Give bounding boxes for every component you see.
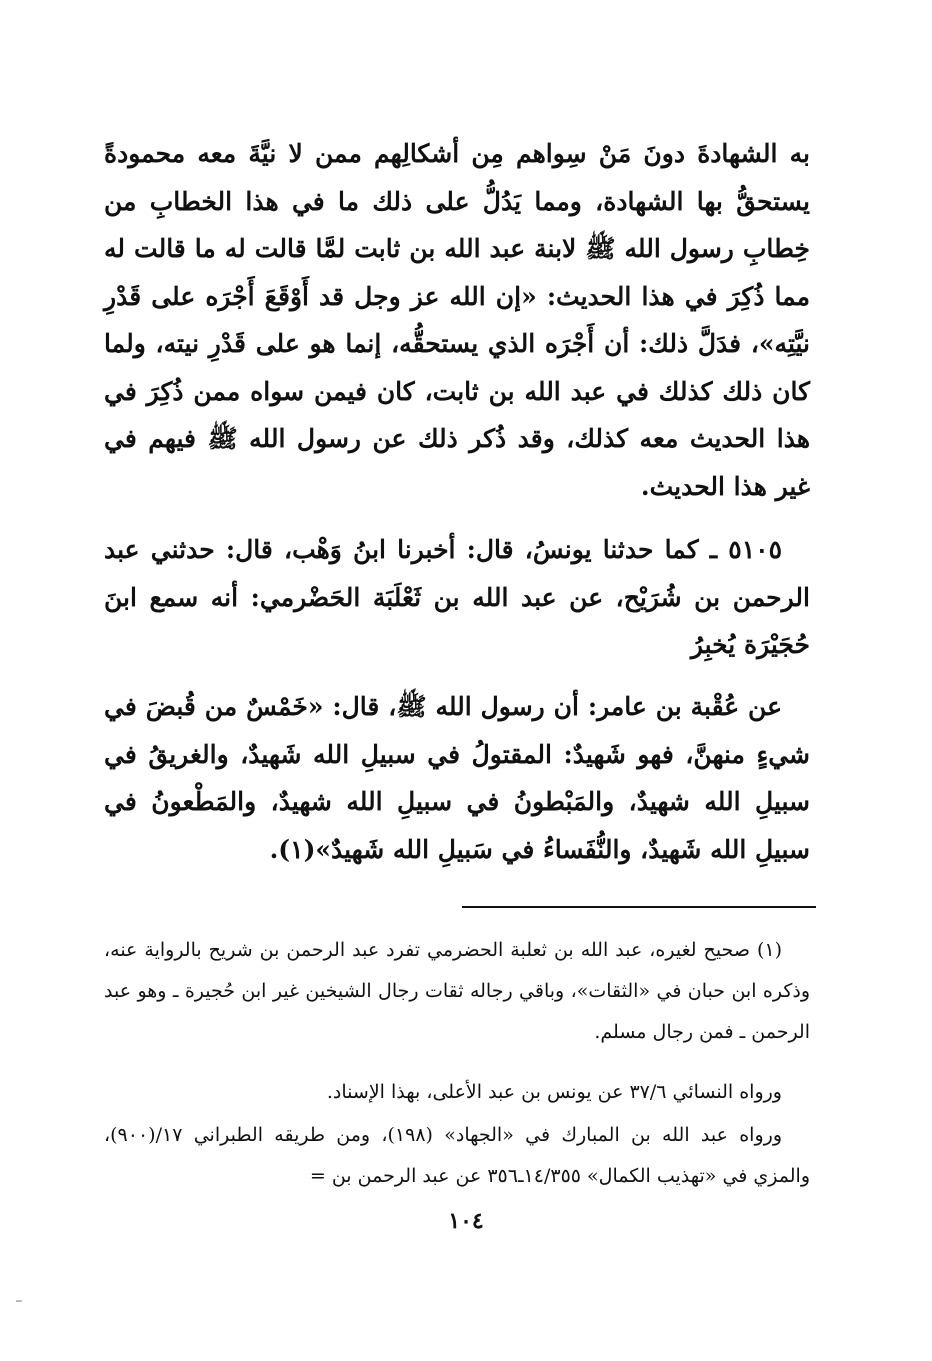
footnote-nasai: ورواه النسائي ٣٧/٦ عن يونس بن عبد الأعلى، بهذا الإسناد. <box>326 1081 782 1103</box>
hadith-text-paragraph: عن عُقْبة بن عامر: أن رسول الله ﷺ، قال: «خَمْسٌ من قُبضَ في شيءٍ منهنَّ، فهو شَهيدٌ: المقتولُ في سبيلِ الله شَهيدٌ، والغريقُ في سبيلِ الله شهيدٌ، والمَبْطونُ في سبيلِ الله شهيدٌ، والمَطْعونُ في سبيلِ الله شَهيدٌ، والنُّفَساءُ في سَبيلِ الله شَهيدٌ»(١). <box>104 692 810 864</box>
footnote-mubarak: ورواه عبد الله بن المبارك في «الجهاد» (١٩٨)، ومن طريقه الطبراني ١٧/(٩٠٠)، والمزي في «تهذيب الكمال» ١٤/٣٥٥ـ٣٥٦ عن عبد الرحمن بن = <box>104 1124 810 1187</box>
scan-artifact <box>16 1300 22 1302</box>
page-number: ١٠٤ <box>448 1208 484 1234</box>
footnote-1: (١) صحيح لغيره، عبد الله بن ثعلبة الحضرمي تفرد عبد الرحمن بن شريح بالرواية عنه، وذكره ابن حبان في «الثقات»، وباقي رجاله ثقات رجال الشيخين غير ابن حُجيرة ـ وهو عبد الرحمن ـ فمن رجال مسلم. <box>104 939 810 1043</box>
main-paragraph: به الشهادةَ دونَ مَنْ سِواهم مِن أشكالِهم ممن لا نيَّةَ معه محمودةً يستحقُّ بها الشهادة، ومما يَدُلُّ على ذلك ما في هذا الخطابِ من خِطابِ رسول الله ﷺ لابنة عبد الله بن ثابت لمَّا قالت له ما قالت له مما ذُكِرَ في هذا الحديث: «إن الله عز وجل قد أَوْقَعَ أَجْرَه على قَدْرِ نيَّتِه»، فدَلَّ ذلك: أن أَجْرَه الذي يستحقُّه، إنما هو على قَدْرِ نيته، ولما كان ذلك كذلك في عبد الله بن ثابت، كان فيمن سواه ممن ذُكِرَ في هذا الحديث معه كذلك، وقد ذُكر ذلك عن رسول الله ﷺ فيهم في غير هذا الحديث. <box>104 139 810 501</box>
hadith-chain-paragraph: ٥١٠٥ ـ كما حدثنا يونسُ، قال: أخبرنا ابنُ وَهْب، قال: حدثني عبد الرحمن بن شُرَيْح، عن عبد الله بن ثَعْلَبَة الحَضْرمي: أنه سمع ابنَ حُجَيْرَة يُخبِرُ <box>104 535 810 659</box>
footnote-divider <box>462 906 816 908</box>
